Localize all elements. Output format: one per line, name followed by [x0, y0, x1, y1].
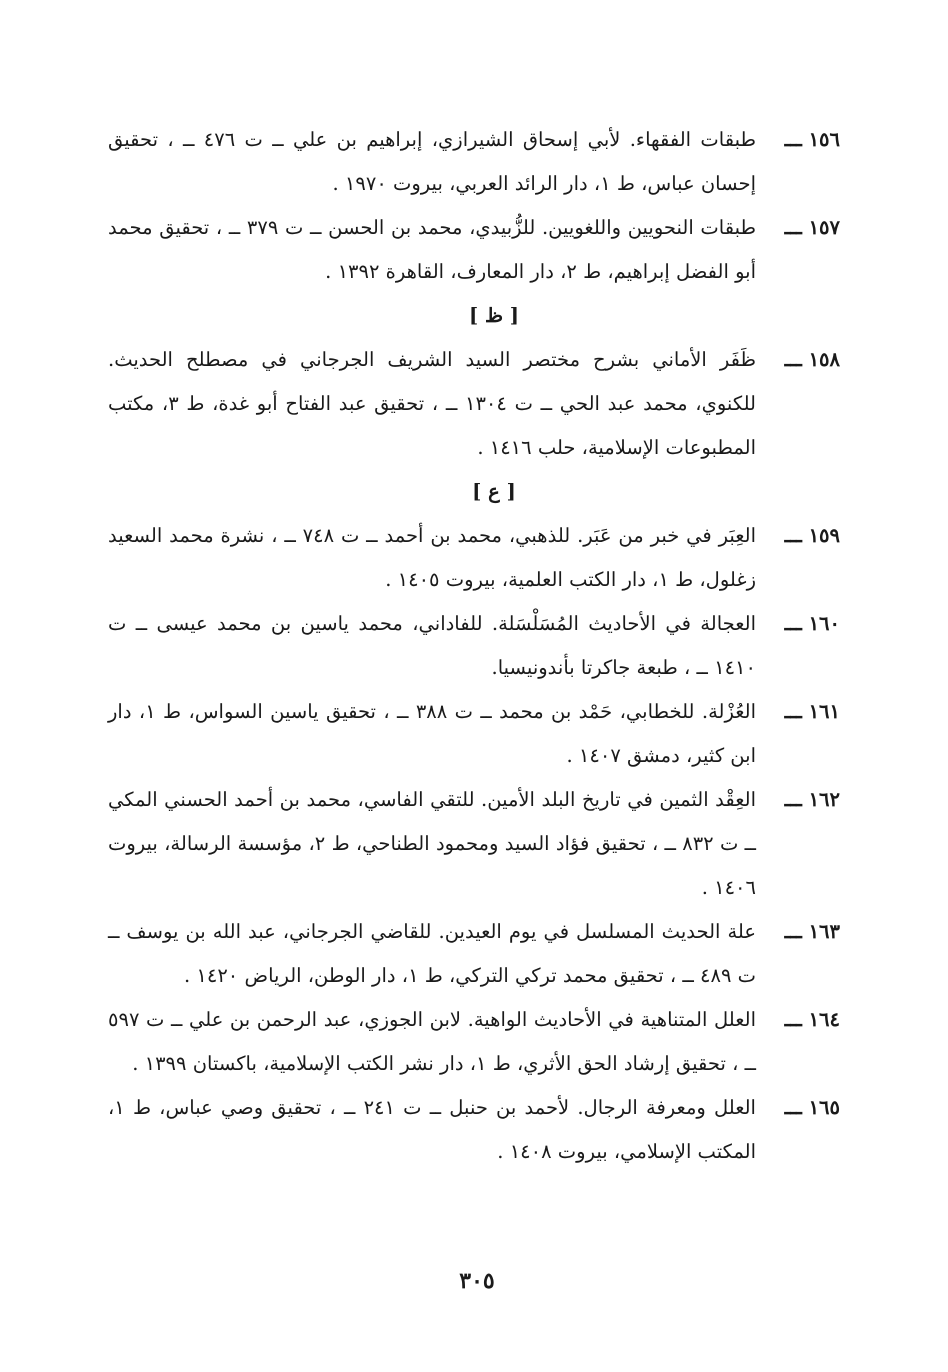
entry-text: العلل ومعرفة الرجال. لأحمد بن حنبل ــ ت ٢٤١ ــ ، تحقيق وصي عباس، ط ١، المكتب الإسلامي، بيروت ١٤٠٨ . — [108, 1096, 756, 1163]
bibliography-entry — [108, 118, 840, 206]
section-letter-heading: [ ع ] — [472, 480, 516, 503]
bibliography-entry — [108, 910, 840, 998]
entry-text: العجالة في الأحاديث المُسَلْسَلة. للفاداني، محمد ياسين بن محمد عيسى ــ ت ١٤١٠ ــ ، طبعة جاكرتا بأندونيسيا. — [108, 612, 756, 679]
entry-text: العِبَر في خبر من عَبَر. للذهبي، محمد بن أحمد ــ ت ٧٤٨ ــ ، نشرة محمد السعيد زغلول، ط ١، دار الكتب العلمية، بيروت ١٤٠٥ . — [108, 524, 756, 591]
bibliography-page — [108, 118, 840, 1174]
entry-text: ظَفَر الأماني بشرح مختصر السيد الشريف الجرجاني في مصطلح الحديث. للكنوي، محمد عبد الحي ــ ت ١٣٠٤ ــ ، تحقيق عبد الفتاح أبو غدة، ط ٣، مكتب المطبوعات الإسلامية، حلب ١٤١٦ . — [108, 348, 756, 459]
entry-text: العلل المتناهية في الأحاديث الواهية. لابن الجوزي، عبد الرحمن بن علي ــ ت ٥٩٧ ــ ، تحقيق إرشاد الحق الأثري، ط ١، دار نشر الكتب الإسلامية، باكستان ١٣٩٩ . — [108, 1008, 756, 1075]
entry-number: ١٦٠ ـــ — [784, 612, 840, 635]
bibliography-entry — [108, 338, 840, 470]
entry-text: طبقات الفقهاء. لأبي إسحاق الشيرازي، إبراهيم بن علي ــ ت ٤٧٦ ــ ، تحقيق إحسان عباس، ط ١، دار الرائد العربي، بيروت ١٩٧٠ . — [108, 128, 757, 195]
entry-number: ١٦٣ ـــ — [784, 920, 840, 943]
entry-text: طبقات النحويين واللغويين. للزُّبيدي، محمد بن الحسن ــ ت ٣٧٩ ــ ، تحقيق محمد أبو الفضل إبراهيم، ط ٢، دار المعارف، القاهرة ١٣٩٢ . — [108, 216, 756, 283]
bibliography-entry — [108, 1086, 840, 1174]
entry-number: ١٥٦ ـــ — [784, 128, 840, 151]
entry-number: ١٥٩ ـــ — [784, 524, 840, 547]
bibliography-entry — [108, 690, 840, 778]
entry-number: ١٦٤ ـــ — [784, 1008, 840, 1031]
entry-text: العُزْلة. للخطابي، حَمْد بن محمد ــ ت ٣٨٨ ــ ، تحقيق ياسين السواس، ط ١، دار ابن كثير، دمشق ١٤٠٧ . — [108, 700, 756, 767]
bibliography-entry — [108, 514, 840, 602]
bibliography-entry — [108, 778, 840, 910]
bibliography-entry — [108, 206, 840, 294]
bibliography-entry — [108, 998, 840, 1086]
entry-number: ١٦٢ ـــ — [784, 788, 840, 811]
entry-number: ١٦١ ـــ — [784, 700, 840, 723]
entry-number: ١٦٥ ـــ — [784, 1096, 840, 1119]
section-letter-heading: [ ظ ] — [468, 304, 520, 327]
page-number: ٣٠٥ — [459, 1268, 495, 1294]
bibliography-entry — [108, 602, 840, 690]
entry-number: ١٥٧ ـــ — [784, 216, 840, 239]
entry-text: علة الحديث المسلسل في يوم العيدين. للقاضي الجرجاني، عبد الله بن يوسف ــ ت ٤٨٩ ــ ، تحقيق محمد تركي التركي، ط ١، دار الوطن، الرياض ١٤٢٠ . — [108, 920, 756, 987]
entry-text: العِقْد الثمين في تاريخ البلد الأمين. للتقي الفاسي، محمد بن أحمد الحسني المكي ــ ت ٨٣٢ ــ ، تحقيق فؤاد السيد ومحمود الطناحي، ط ٢، مؤسسة الرسالة، بيروت ١٤٠٦ . — [108, 788, 757, 899]
entry-number: ١٥٨ ـــ — [784, 348, 840, 371]
